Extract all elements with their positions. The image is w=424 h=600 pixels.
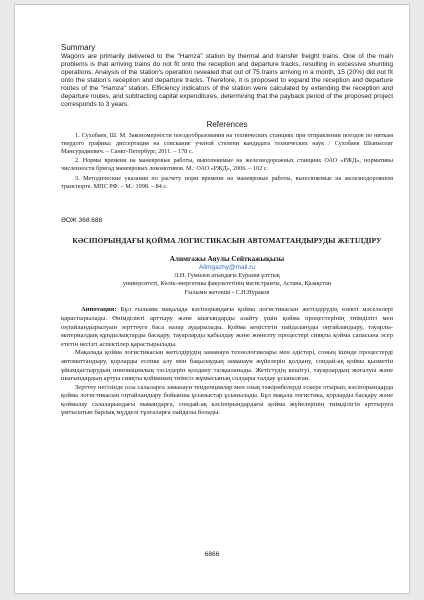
author-email[interactable]: Alimgazhy@mail.ru xyxy=(198,263,256,271)
author-name: Алимгажы Аяулы Сейткажықызы xyxy=(169,254,285,263)
summary-heading: Summary xyxy=(61,43,96,52)
abstract-label: Аннотация: xyxy=(81,306,117,314)
affiliation-line-1: Л.Н. Гумилев атындағы Еуразия ұлттық xyxy=(174,271,280,279)
affiliation-line-2: университеті, Көлік-энергетика факультетінің магистранты, Астана, Қазақстан xyxy=(122,280,332,288)
references-heading: References xyxy=(206,120,248,129)
affiliation-line-3: Ғылыми жетекші - С.Н.Нураков xyxy=(184,288,270,296)
abstract xyxy=(61,306,393,349)
udc-code: ӘОЖ 368.688 xyxy=(61,216,103,224)
reference-item-2: 2. Нормы времени на маневровые работы, выполняемые на железнодорожных станциях ОАО «РЖД», нормативы численности бригад маневровых локомотивов. М.: ОАО «РЖД», 2006. – 102 с. xyxy=(61,157,393,173)
reference-item-3: 3. Методические указания по расчету норм времени на маневровые работы, выполняемые на железнодорожном транспорте. МПС РФ. – М.: 1998. – 84 с. xyxy=(61,174,393,190)
summary-text: Wagons are primarily delivered to the "Hamza" station by thermal and transfer freight trains. One of the main problems is that arriving trains do not fit onto the reception and departure tracks, resulting in excessive shunting operations. Analysis of the station's operation revealed that out of 75 trains arriving in a month, 15 (20%) did not fit onto the station's reception and departure tracks. Therefore, it is proposed to expand the reception and departure routes of the "Hamza" station. Efficiency indicators of the station were calculated by extending the reception and departure routes, and subtracting capital expenditures, determining that the payback period of the proposed project corresponds to 3 years. xyxy=(61,53,393,108)
page-number: 6866 xyxy=(204,551,220,558)
article-title: КӘСІПОРЫНДАҒЫ ҚОЙМА ЛОГИСТИКАСЫН АВТОМАТТАНДЫРУДЫ ЖЕТІЛДІРУ xyxy=(72,235,382,245)
abstract-text: Бұл ғылыми мақалада кәсіпорындағы қойма логистикасын жетілдірудің өзекті мәселелері қарастырылады. Өнімділікті арттыру және шығындарды азайту үшін қойма процестерінің тиімділігі мен оңтайландырылуын зерттеуге баса назар аударылады. Қойма кеңістігін пайдалануды оңтайландыру, тауарлы-материалдық құндылықтарды басқару, тауарларды қабылдау және жөнелту процестері сияқты қойма сапасына әсер ететін негізгі аспектілер қарастырылады. xyxy=(61,306,393,348)
document-page xyxy=(14,4,410,594)
body-paragraph-2: Зерттеу негізінде осы салаларға заманауи тенденциялар мен озық тәжірибелерді ескере отырып, кәсіпорындарда қойма логистикасын оңтайландыру бойынша ұсыныстар ұсынылады. Бұл мақала логистика, қорларды басқару және қоймалау салаларындағы мамандарға, сондай-ақ кәсіпорындардағы қойма жүйелерінің тиімділігін арттыруға ұмтылатын барлық мүдделі тұлғаларға пайдалы болады. xyxy=(61,383,393,417)
page-content xyxy=(61,43,393,418)
reference-item-1: 1. Сухобаев, Ш. М. Закономерности поездообразования на технических станциях при отправлении поездов по ниткам твердого графика: диссертация на соискание ученой степени кандидата технических наук / Сухобаев Шыныолат Мансурадиевич. – Санкт-Петербург, 2011. – 178 с. xyxy=(61,132,393,155)
body-paragraph-1: Мақалада қойма логистикасын жетілдірудің заманауи технологиялары мен әдістері, соның ішінде процестерді автоматтандыру, қорларды есепке алу мен бақылаудың заманауи жүйелерін қолдану, сондай-ақ қойма қызметін ұйымдастырудың инновациялық тәсілдерін қолдану талқыланады. Жетістудің кешігуі, тауарлардың жоғалуы және шығындардың артуы сияқты қойманың тиімсіз жұмысының салдары талдау ұсынылған. xyxy=(61,349,393,383)
